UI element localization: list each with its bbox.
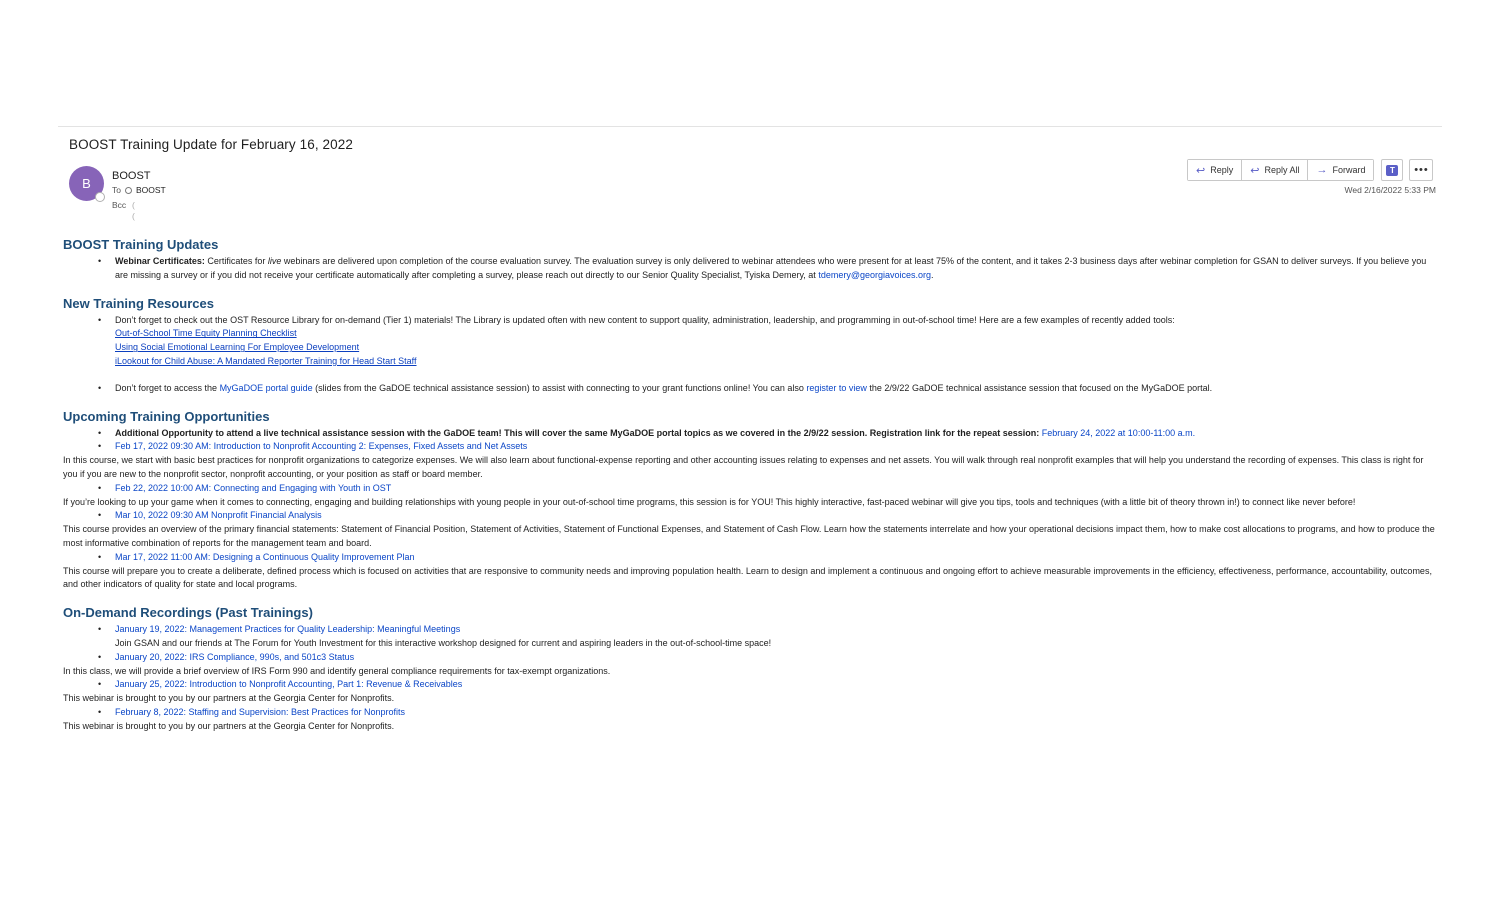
portal-text-end: the 2/9/22 GaDOE technical assistance session that focused on the MyGaDOE portal. bbox=[866, 382, 1213, 393]
list-item bbox=[63, 314, 1438, 369]
to-line bbox=[112, 185, 166, 195]
list-item bbox=[63, 482, 1438, 496]
recipient-presence-icon bbox=[125, 187, 132, 194]
header-divider bbox=[58, 126, 1442, 127]
section-resources bbox=[63, 295, 1438, 396]
avatar-initial: B bbox=[82, 176, 91, 191]
portal-text-mid: (slides from the GaDOE technical assistance session) to assist with connecting to your grant functions online! You can also bbox=[312, 382, 807, 393]
course-desc: This course provides an overview of the primary financial statements: Statement of Financial Position, Statement of Activities, Statement of Functional Expenses, and Statement of Cash Flow. Learn how the statements interrelate and how your operational decisions impact them, how to make cost allocations to programs, and how to produce the most informative combination of reports for the management team and board. bbox=[63, 524, 1435, 548]
portal-text-pre: Don’t forget to access the bbox=[115, 382, 220, 393]
email-body bbox=[63, 236, 1438, 746]
list-item bbox=[63, 551, 1438, 565]
list-item bbox=[63, 427, 1438, 441]
course-link[interactable]: Feb 22, 2022 10:00 AM: Connecting and Engaging with Youth in OST bbox=[115, 482, 392, 493]
teams-button[interactable] bbox=[1381, 159, 1403, 181]
recording-link[interactable]: January 25, 2022: Introduction to Nonprofit Accounting, Part 1: Revenue & Receivables bbox=[115, 679, 463, 690]
section-heading: Upcoming Training Opportunities bbox=[63, 408, 270, 424]
list-item bbox=[63, 623, 1438, 637]
recording-desc: This webinar is brought to you by our partners at the Georgia Center for Nonprofits. bbox=[63, 720, 395, 731]
cert-live: live bbox=[267, 256, 282, 266]
resource-link[interactable]: Out-of-School Time Equity Planning Checklist bbox=[115, 328, 297, 339]
teams-icon: T bbox=[1386, 165, 1398, 176]
register-link[interactable]: register to view bbox=[806, 382, 867, 393]
portal-guide-link[interactable]: MyGaDOE portal guide bbox=[219, 382, 313, 393]
message-actions bbox=[1187, 159, 1433, 181]
list-item bbox=[63, 678, 1438, 692]
cert-label: Webinar Certificates: bbox=[115, 256, 205, 266]
cert-text: webinars are delivered upon completion of the course evaluation survey. The evaluation survey is only delivered to webinar attendees who were present for at least 75% of the content, and it takes 2-3 business days after webinar completion for GSAN to deliver surveys. If you believe you are missing a survey or if you did not receive your certificate automatically after completing a survey, please reach out directly to our Senior Quality Specialist, Tyiska Demery, at bbox=[115, 256, 1427, 280]
email-subject: BOOST Training Update for February 16, 2022 bbox=[69, 137, 353, 152]
recording-desc: Join GSAN and our friends at The Forum for Youth Investment for this interactive workshop designed for current and aspiring leaders in the out-of-school-time space! bbox=[115, 637, 772, 648]
bcc-label: Bcc bbox=[112, 200, 127, 210]
recording-link[interactable]: January 20, 2022: IRS Compliance, 990s, and 501c3 Status bbox=[115, 651, 355, 662]
list-item bbox=[63, 440, 1438, 454]
email-link[interactable]: tdemery@georgiavoices.org bbox=[818, 269, 932, 280]
reply-all-icon: ↩ bbox=[1250, 164, 1260, 177]
reply-label: Reply bbox=[1210, 165, 1234, 175]
section-updates bbox=[63, 236, 1438, 283]
recording-link[interactable]: February 8, 2022: Staffing and Supervision: Best Practices for Nonprofits bbox=[115, 706, 405, 717]
recording-link[interactable]: January 19, 2022: Management Practices for Quality Leadership: Meaningful Meetings bbox=[115, 624, 461, 635]
list-item bbox=[63, 651, 1438, 665]
course-desc: If you’re looking to up your game when it comes to connecting, engaging and building relationships with young people in your out-of-school time programs, this session is for YOU! This highly interactive, fast-paced webinar will give you tips, tools and techniques (with a little bit of theory thrown in!) to connect like never before! bbox=[63, 496, 1356, 507]
list-item bbox=[63, 509, 1438, 523]
section-heading: BOOST Training Updates bbox=[63, 237, 219, 252]
section-heading: On-Demand Recordings (Past Trainings) bbox=[63, 605, 313, 621]
additional-text: Additional Opportunity to attend a live technical assistance session with the GaDOE team! This will cover the same MyGaDOE portal topics as we covered in the 2/9/22 session. Registration link for the repeat session: bbox=[115, 427, 1040, 438]
reply-all-label: Reply All bbox=[1264, 165, 1300, 175]
to-label: To bbox=[112, 185, 121, 195]
recording-desc: In this class, we will provide a brief overview of IRS Form 990 and identify general compliance requirements for tax-exempt organizations. bbox=[63, 665, 611, 676]
forward-icon: → bbox=[1316, 164, 1328, 176]
forward-label: Forward bbox=[1332, 165, 1366, 175]
reply-button[interactable] bbox=[1188, 160, 1242, 180]
course-desc: In this course, we start with basic best practices for nonprofit organizations to categorize expenses. We will also learn about functional-expense reporting and other accounting issues relating to expenses and net assets. You will walk through real nonprofit examples that will help you understand the recording of expenses. This class is right for you if you are new to the nonprofit sector, nonprofit accounting, or your position as staff or board member. bbox=[63, 455, 1424, 479]
presence-icon bbox=[95, 192, 105, 202]
recording-desc: This webinar is brought to you by our partners at the Georgia Center for Nonprofits. bbox=[63, 693, 395, 704]
to-recipient[interactable]: BOOST bbox=[135, 185, 166, 195]
reply-group bbox=[1187, 159, 1374, 181]
email-date: Wed 2/16/2022 5:33 PM bbox=[1344, 185, 1436, 195]
course-desc: This course will prepare you to create a deliberate, defined process which is focused on activities that are responsive to community needs and improving population health. Learn to design and implement a continuous and ongoing effort to achieve measurable improvements in the efficiency, effectiveness, performance, accountability, outcomes, and other indicators of quality for state and local programs. bbox=[63, 565, 1432, 590]
repeat-session-link[interactable]: February 24, 2022 at 10:00-11:00 a.m. bbox=[1039, 427, 1196, 438]
course-link[interactable]: Mar 17, 2022 11:00 AM: Designing a Continuous Quality Improvement Plan bbox=[115, 551, 415, 562]
resource-link[interactable]: iLookout for Child Abuse: A Mandated Reporter Training for Head Start Staff bbox=[115, 355, 417, 366]
list-item bbox=[63, 706, 1438, 720]
reply-all-button[interactable] bbox=[1242, 160, 1308, 180]
section-heading: New Training Resources bbox=[63, 295, 214, 311]
sender-name[interactable]: BOOST bbox=[112, 170, 151, 182]
list-item bbox=[63, 255, 1438, 283]
more-options-button[interactable]: ••• bbox=[1409, 159, 1433, 181]
cert-text-pre: Certificates for bbox=[204, 256, 268, 266]
course-link[interactable]: Feb 17, 2022 09:30 AM: Introduction to Nonprofit Accounting 2: Expenses, Fixed Assets and Net Assets bbox=[115, 441, 528, 452]
reply-icon: ↩ bbox=[1196, 164, 1206, 177]
bcc-recipient-2: ( bbox=[132, 211, 135, 221]
section-recordings bbox=[63, 604, 1438, 733]
section-upcoming bbox=[63, 408, 1438, 593]
cert-end: . bbox=[931, 269, 934, 280]
resource-link[interactable]: Using Social Emotional Learning For Employee Development bbox=[115, 342, 360, 353]
bcc-recipient: ( bbox=[132, 200, 135, 210]
forward-button[interactable] bbox=[1308, 160, 1373, 180]
resource-intro: Don’t forget to check out the OST Resource Library for on-demand (Tier 1) materials! The Library is updated often with new content to support quality, administration, leadership, and programming in out-of-school time! Here are a few examples of recently added tools: bbox=[115, 314, 1175, 325]
list-item bbox=[63, 382, 1438, 396]
course-link[interactable]: Mar 10, 2022 09:30 AM Nonprofit Financial Analysis bbox=[115, 510, 322, 521]
